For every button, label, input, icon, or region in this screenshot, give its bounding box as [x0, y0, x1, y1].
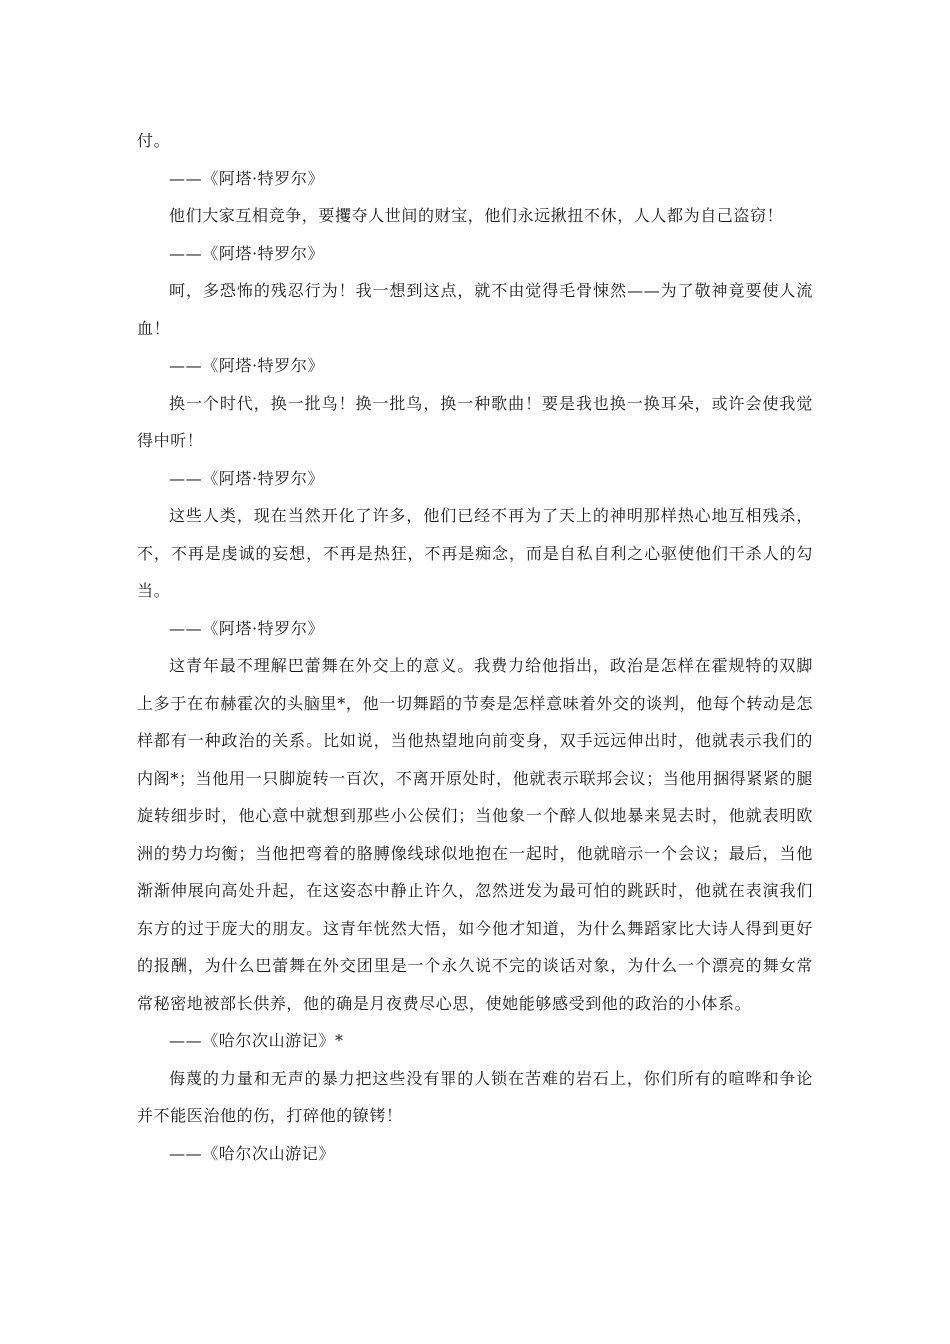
quote-paragraph: 换一个时代，换一批鸟！换一批鸟，换一种歌曲！要是我也换一换耳朵，或许会使我觉得中听！: [137, 393, 813, 450]
quote-source: ——《阿塔·特罗尔》: [169, 618, 325, 638]
quote-paragraph: 呵，多恐怖的残忍行为！我一想到这点，就不由觉得毛骨悚然——为了敬神竟要使人流血！: [137, 281, 813, 338]
paragraph-continuation: 付。: [137, 131, 171, 150]
document-body: [137, 122, 813, 1172]
quote-paragraph: 他们大家互相竞争，要攫夺人世间的财宝，他们永远揪扭不休，人人都为自己盗窃！: [169, 206, 784, 225]
quote-source: ——《哈尔次山游记》: [169, 1143, 336, 1163]
quote-source: ——《阿塔·特罗尔》: [169, 168, 325, 188]
quote-source: ——《阿塔·特罗尔》: [169, 468, 325, 488]
quote-source: ——《阿塔·特罗尔》: [169, 356, 325, 375]
quote-paragraph: 这青年最不理解巴蕾舞在外交上的意义。我费力给他指出，政治是怎样在霍规特的双脚上多于在布赫霍次的头脑里*，他一切舞蹈的节奏是怎样意味着外交的谈判，他每个转动是怎样都有一种政治的关系。比如说，当他热望地向前变身，双手远远伸出时，他就表示我们的内阁*；当他用一只脚旋转一百次，不离开原处时，他就表示联邦会议；当他用捆得紧紧的腿旋转细步时，他心意中就想到那些小公侯们；当他象一个醉人似地暴来晃去时，他就表明欧洲的势力均衡；当他把弯着的胳膊像线球似地抱在一起时，他就暗示一个会议；最后，当他渐渐伸展向高处升起，在这姿态中静止许久，忽然迸发为最可怕的跳跃时，他就在表演我们东方的过于庞大的朋友。这青年恍然大悟，如今他才知道，为什么舞蹈家比大诗人得到更好的报酬，为什么巴蕾舞在外交团里是一个永久说不完的谈话对象，为什么一个漂亮的舞女常常秘密地被部长供养，他的确是月夜费尽心思，使她能够感受到他的政治的小体系。: [137, 656, 813, 1013]
quote-source: ——《阿塔·特罗尔》: [169, 243, 325, 263]
quote-paragraph: 侮蔑的力量和无声的暴力把这些没有罪的人锁在苦难的岩石上，你们所有的喧哗和争论并不能医治他的伤，打碎他的镣铐！: [137, 1068, 813, 1125]
quote-source: ——《哈尔次山游记》*: [169, 1031, 344, 1050]
quote-paragraph: 这些人类，现在当然开化了许多，他们已经不再为了天上的神明那样热心地互相残杀，不，不再是虔诚的妄想，不再是热狂，不再是痴念，而是自私自利之心驱使他们干杀人的勾当。: [137, 506, 813, 600]
